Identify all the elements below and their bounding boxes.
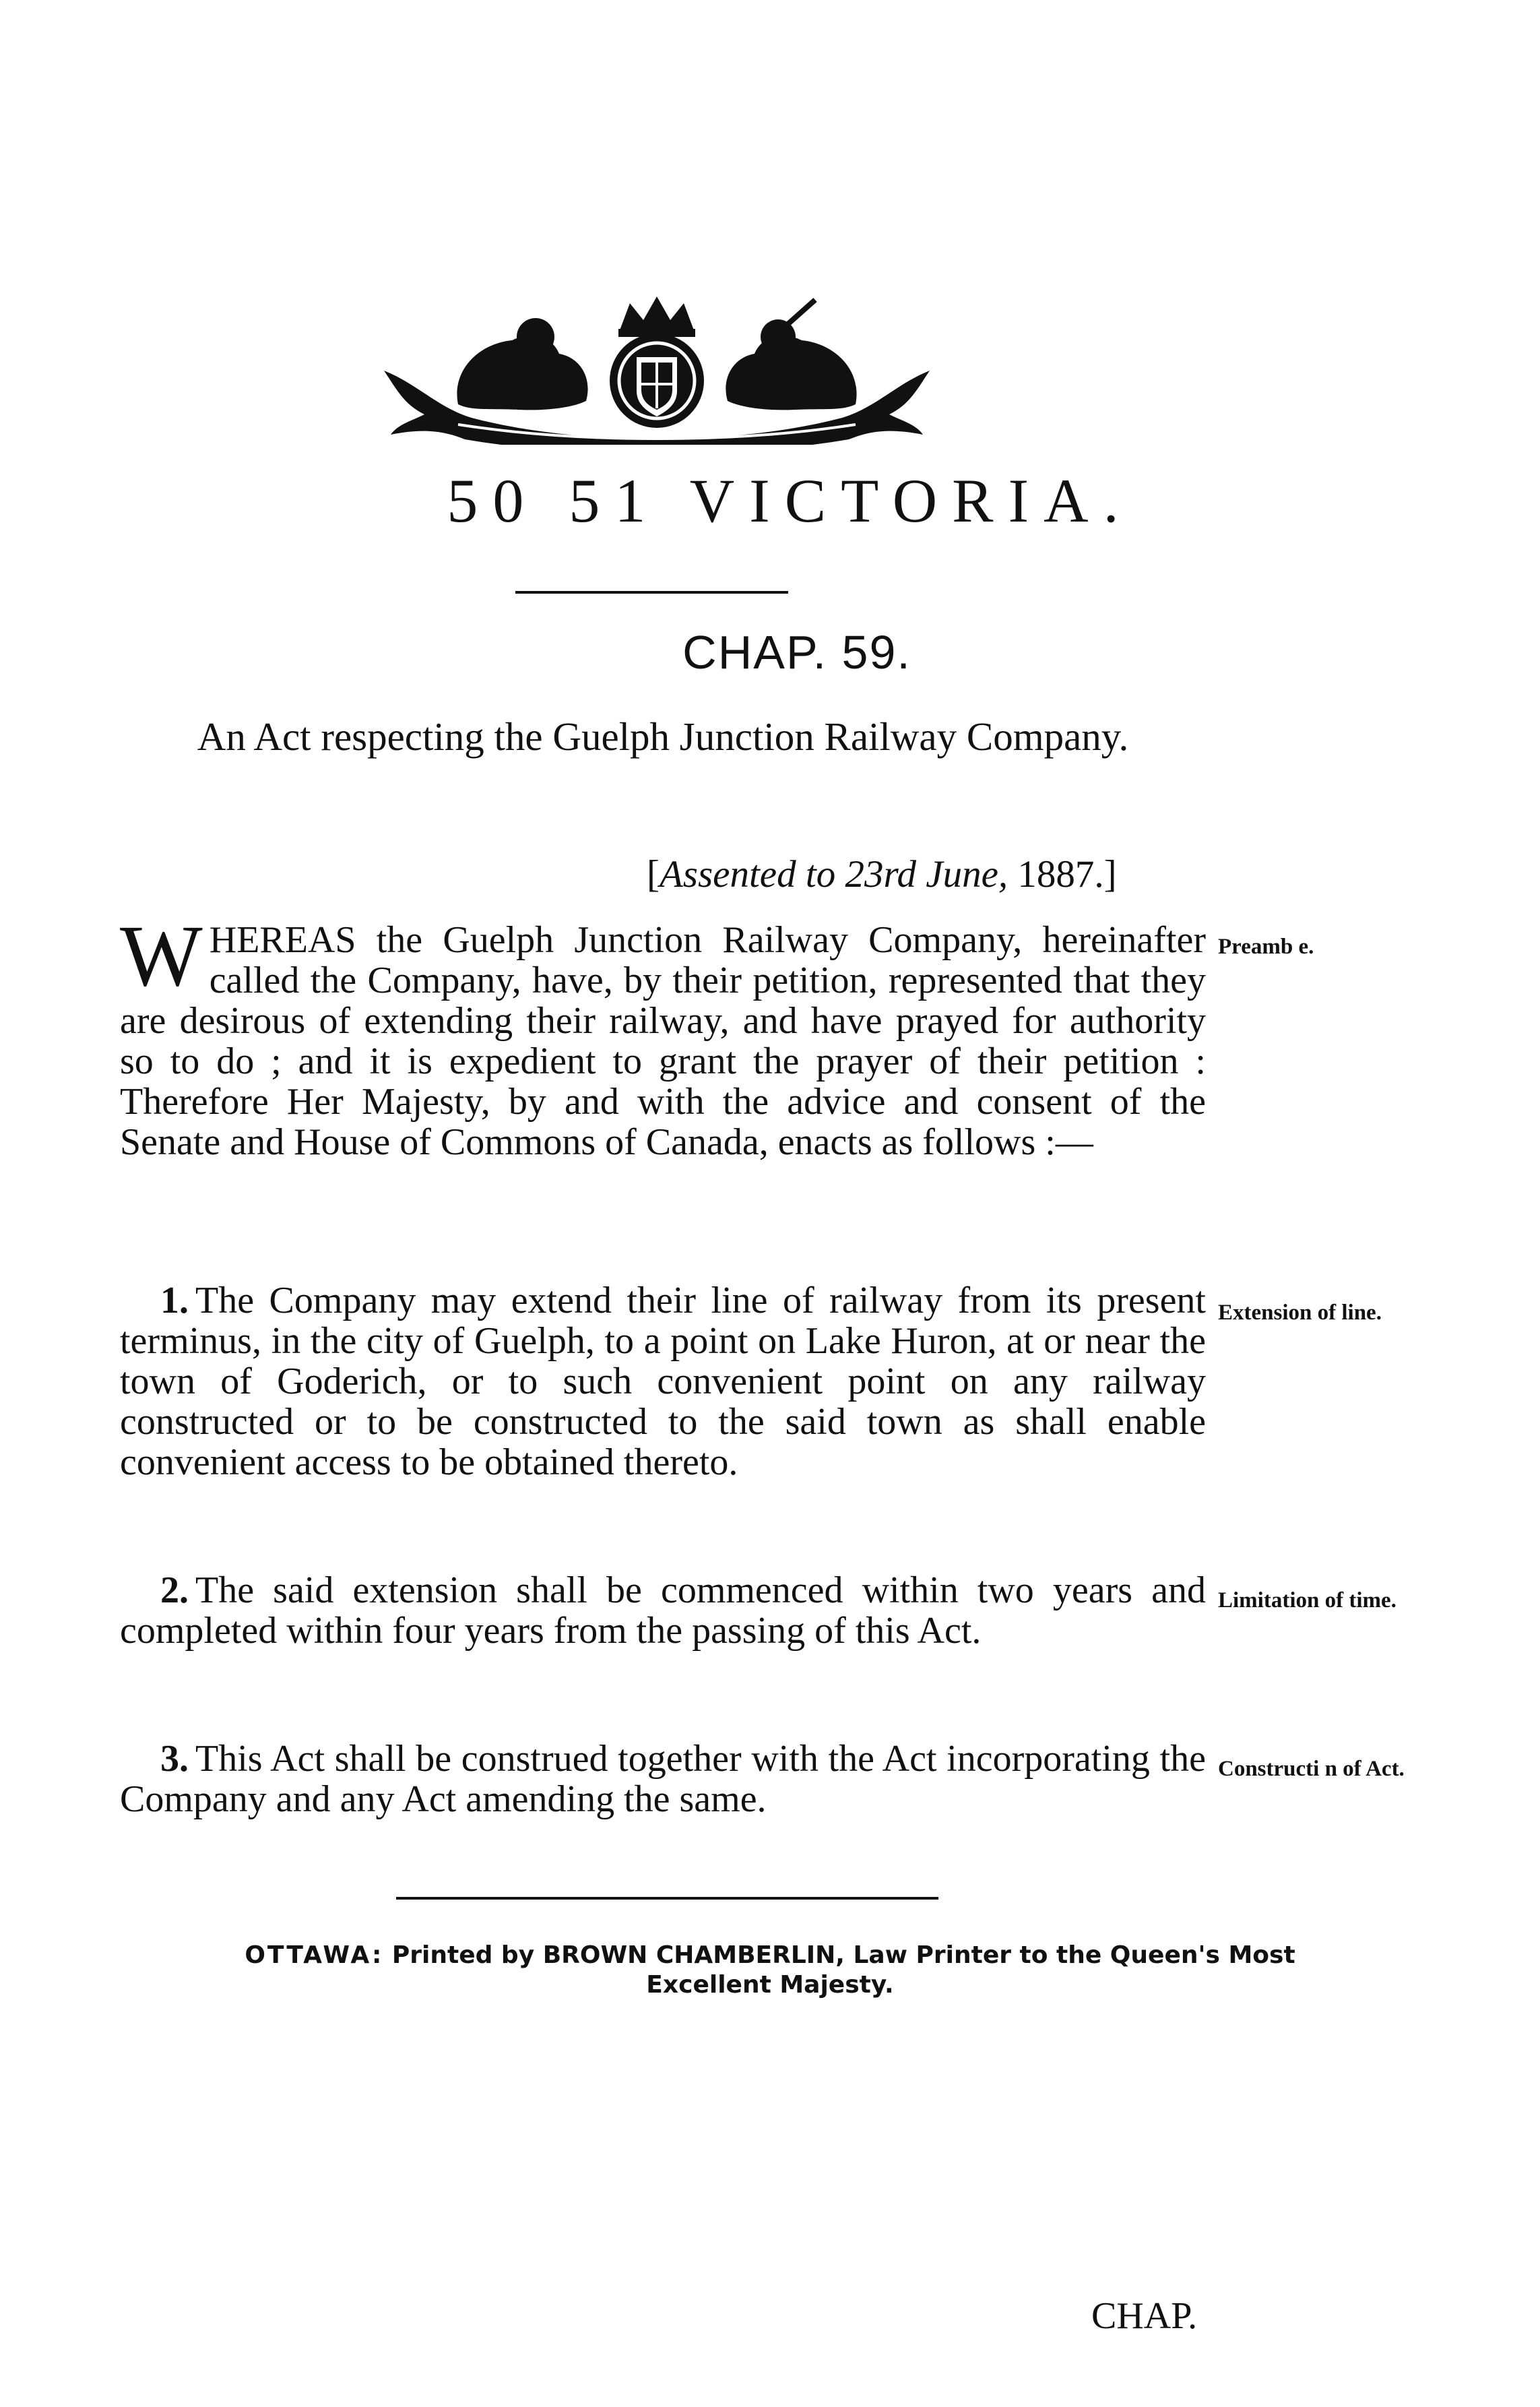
regnal-year-heading: 50 51 VICTORIA. bbox=[447, 466, 1134, 535]
assent-open-bracket: [ bbox=[647, 853, 660, 896]
drop-cap: W bbox=[120, 908, 203, 1005]
section-text: The said extension shall be commenced within two years and completed within four years from the passing of this Act. bbox=[120, 1569, 1206, 1652]
margin-note-section-1: Extension of line. bbox=[1218, 1301, 1382, 1325]
margin-note-section-2: Limitation of time. bbox=[1218, 1588, 1397, 1613]
section-text: The Company may extend their line of railway from its present terminus, in the city of Guelph, to a point on Lake Huron, at or near the town of Goderich, or to such convenient point on any railway constructed or to be constructed to the said town as shall enable convenient access to be obtained thereto. bbox=[120, 1280, 1206, 1483]
chapter-heading: CHAP. 59. bbox=[682, 626, 911, 679]
assent-day: 23rd bbox=[845, 853, 917, 896]
assent-month: June, bbox=[926, 853, 1008, 896]
section-number: 1. bbox=[160, 1280, 189, 1321]
section-3 bbox=[120, 1739, 1206, 1819]
act-title: An Act respecting the Guelph Junction Railway Company. bbox=[197, 714, 1129, 759]
margin-note-preamble: Preamb e. bbox=[1218, 935, 1314, 959]
assent-date bbox=[647, 852, 1117, 896]
footer-divider-rule bbox=[396, 1897, 938, 1900]
section-text: This Act shall be construed together with the Act incorporating the Company and any Act amending the same. bbox=[120, 1738, 1206, 1820]
catchword: CHAP. bbox=[1091, 2295, 1198, 2337]
section-1 bbox=[120, 1280, 1206, 1482]
section-number: 3. bbox=[160, 1738, 189, 1780]
royal-coat-of-arms-emblem bbox=[377, 290, 936, 445]
preamble-text: HEREAS the Guelph Junction Railway Company, hereinafter called the Company, have, by their petition, represented that they are desirous of extending their railway, and have prayed for authority so to do ; and it is expedient to grant the prayer of their petition : Therefore Her Majesty, by and with the advice and consent of the Senate and House of Commons of Canada, enacts as follows :— bbox=[120, 919, 1206, 1163]
imprint-place: OTTAWA: bbox=[245, 1941, 384, 1969]
imprint-printer: Printed by BROWN CHAMBERLIN, Law Printer to the Queen's Most bbox=[391, 1941, 1295, 1969]
preamble-paragraph bbox=[120, 908, 1206, 1163]
imprint-line-2: Excellent Majesty. bbox=[646, 1971, 894, 1999]
imprint-line-1 bbox=[0, 1941, 1540, 1970]
section-2 bbox=[120, 1570, 1206, 1651]
divider-rule bbox=[515, 591, 788, 594]
margin-note-section-3: Constructi n of Act. bbox=[1218, 1757, 1405, 1781]
section-number: 2. bbox=[160, 1569, 189, 1611]
assent-close-bracket: ] bbox=[1103, 853, 1117, 896]
assent-label: Assented to bbox=[659, 853, 836, 896]
printer-imprint bbox=[0, 1941, 1540, 2000]
assent-year: 1887. bbox=[1017, 853, 1104, 896]
